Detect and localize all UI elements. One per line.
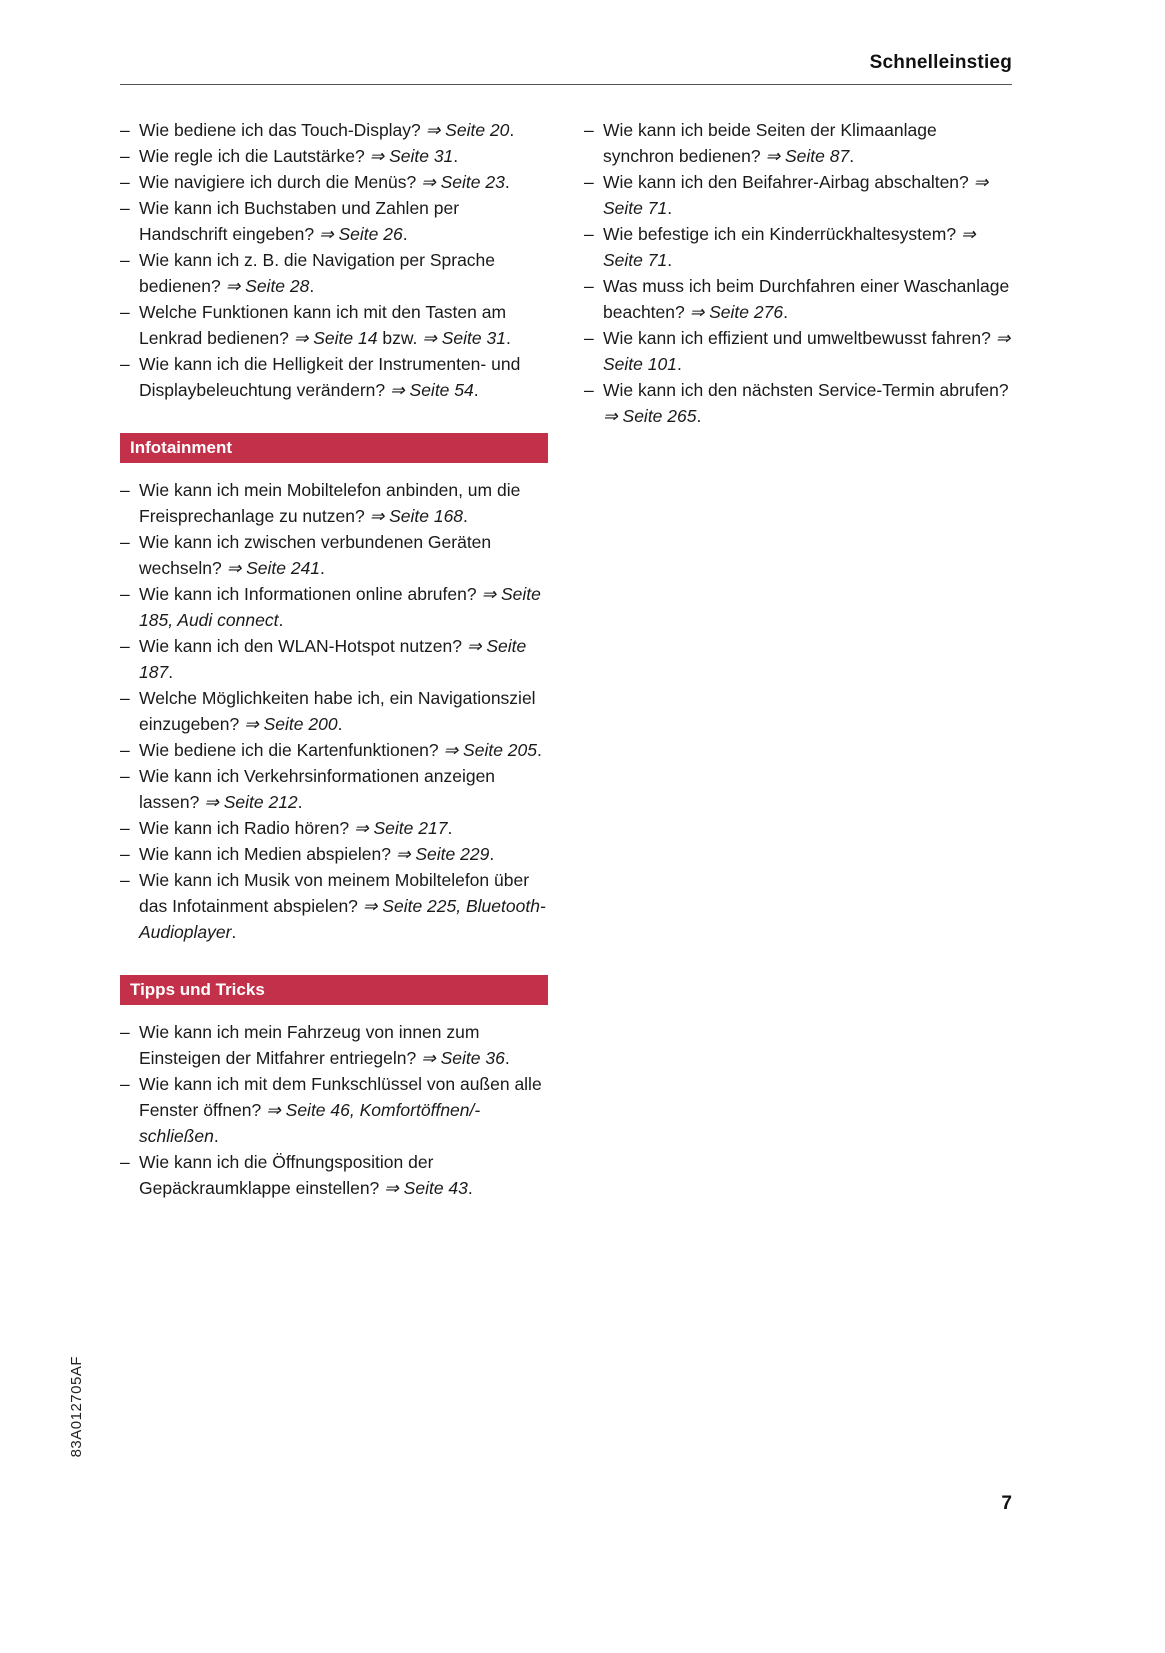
list-item <box>120 143 548 169</box>
header-divider <box>120 84 1012 85</box>
list-item <box>120 841 548 867</box>
section-heading: Tipps und Tricks <box>120 975 548 1005</box>
section-heading: Infotainment <box>120 433 548 463</box>
question-text: Wie kann ich Buchstaben und Zahlen per Handschrift eingeben? <box>139 198 460 244</box>
page-reference: ⇒ Seite 23 <box>421 172 505 192</box>
page-reference: ⇒ Seite 225, Bluetooth-Audioplayer <box>139 896 546 942</box>
list-item <box>120 247 548 299</box>
list-item <box>120 477 548 529</box>
question-text: Wie kann ich den nächsten Service-Termin abrufen? <box>603 380 1009 400</box>
question-text: Wie bediene ich das Touch-Display? <box>139 120 426 140</box>
question-text: Wie kann ich die Helligkeit der Instrumenten- und Displaybeleuchtung verändern? <box>139 354 521 400</box>
page-reference: ⇒ Seite 205 <box>443 740 537 760</box>
page-header <box>120 0 1012 85</box>
list-item <box>584 221 1012 273</box>
page-number: 7 <box>1001 1493 1012 1514</box>
question-text: Wie kann ich effizient und umweltbewusst fahren? <box>603 328 996 348</box>
question-text: Wie kann ich mein Mobiltelefon anbinden, um die Freisprechanlage zu nutzen? <box>139 480 521 526</box>
document-code: 83A012705AF <box>68 1355 85 1457</box>
right-column <box>584 117 1012 429</box>
question-text: . <box>168 662 174 682</box>
question-text: . <box>783 302 788 322</box>
page-reference: ⇒ Seite 71 <box>603 224 976 270</box>
question-text: Wie regle ich die Lautstärke? <box>139 146 370 166</box>
question-text: . <box>309 276 315 296</box>
question-text: Wie kann ich zwischen verbundenen Geräten wechseln? <box>139 532 492 578</box>
page-reference: ⇒ Seite 31 <box>422 328 506 348</box>
list-item <box>120 1071 548 1149</box>
question-text: . <box>278 610 284 630</box>
question-text: Welche Funktionen kann ich mit den Tasten am Lenkrad bedienen? <box>139 302 507 348</box>
list-item <box>120 529 548 581</box>
question-text: . <box>453 146 459 166</box>
question-text: . <box>463 506 468 526</box>
page-reference: ⇒ Seite 229 <box>395 844 490 864</box>
question-text: . <box>509 120 515 140</box>
list-item <box>584 377 1012 429</box>
list-item <box>120 867 548 945</box>
question-text: . <box>849 146 855 166</box>
page-reference: ⇒ Seite 43 <box>384 1178 468 1198</box>
question-text: Wie kann ich Verkehrsinformationen anzeigen lassen? <box>139 766 496 812</box>
list-item <box>584 325 1012 377</box>
question-text: . <box>696 406 702 426</box>
page-reference: ⇒ Seite 31 <box>369 146 454 166</box>
page-reference: ⇒ Seite 26 <box>318 224 403 244</box>
page-reference: ⇒ Seite 241 <box>226 558 321 578</box>
question-text: Wie kann ich Informationen online abrufen? <box>139 584 482 604</box>
question-text: Wie kann ich den WLAN-Hotspot nutzen? <box>139 636 467 656</box>
page-reference: ⇒ Seite 212 <box>204 792 298 812</box>
list-item <box>120 633 548 685</box>
question-text: Wie navigiere ich durch die Menüs? <box>139 172 422 192</box>
list-item <box>120 351 548 403</box>
page-reference: ⇒ Seite 71 <box>603 172 989 218</box>
question-text: Wie bediene ich die Kartenfunktionen? <box>139 740 444 760</box>
question-text: . <box>504 172 510 192</box>
question-text: Wie kann ich mit dem Funkschlüssel von außen alle Fenster öffnen? <box>139 1074 542 1120</box>
page-reference: ⇒ Seite 20 <box>425 120 510 140</box>
question-text: . <box>320 558 325 578</box>
page-reference: ⇒ Seite 185, Audi connect <box>139 584 541 630</box>
question-text: . <box>505 328 511 348</box>
page-reference: ⇒ Seite 14 <box>293 328 378 348</box>
question-list <box>120 477 548 945</box>
list-item <box>120 169 548 195</box>
left-column <box>120 117 548 1201</box>
list-item <box>120 581 548 633</box>
question-text: . <box>489 844 495 864</box>
question-list <box>120 117 548 403</box>
content-columns <box>120 117 1012 1201</box>
question-text: . <box>337 714 343 734</box>
content-area <box>120 0 1012 1201</box>
question-text: . <box>504 1048 510 1068</box>
page-reference: ⇒ Seite 101 <box>603 328 1011 374</box>
question-text: . <box>676 354 682 374</box>
page-reference: ⇒ Seite 168 <box>369 506 464 526</box>
list-item <box>120 117 548 143</box>
page-reference: ⇒ Seite 46, Komfortöffnen/-schließen <box>139 1100 481 1146</box>
list-item <box>120 195 548 247</box>
question-text: Wie befestige ich ein Kinderrückhaltesystem? <box>603 224 961 244</box>
page-reference: ⇒ Seite 265 <box>603 406 697 426</box>
question-text: . <box>667 250 673 270</box>
list-item <box>584 169 1012 221</box>
question-text: . <box>667 198 673 218</box>
question-text: Wie kann ich beide Seiten der Klimaanlage synchron bedienen? <box>603 120 937 166</box>
page-header-title: Schnelleinstieg <box>869 52 1012 73</box>
list-item <box>120 1149 548 1201</box>
question-list <box>584 117 1012 429</box>
question-list <box>120 1019 548 1201</box>
list-item <box>120 1019 548 1071</box>
page-reference: ⇒ Seite 187 <box>139 636 527 682</box>
question-text: . <box>402 224 408 244</box>
page-reference: ⇒ Seite 28 <box>225 276 310 296</box>
question-text: Wie kann ich mein Fahrzeug von innen zum Einsteigen der Mitfahrer entriegeln? <box>139 1022 480 1068</box>
question-text: Wie kann ich Medien abspielen? <box>139 844 396 864</box>
page-reference: ⇒ Seite 54 <box>390 380 474 400</box>
page-reference: ⇒ Seite 36 <box>421 1048 505 1068</box>
question-text: . <box>297 792 303 812</box>
question-text: . <box>213 1126 219 1146</box>
question-text: Wie kann ich z. B. die Navigation per Sprache bedienen? <box>139 250 496 296</box>
list-item <box>120 815 548 841</box>
question-text: Wie kann ich die Öffnungsposition der Gepäckraumklappe einstellen? <box>139 1152 434 1198</box>
question-text: Wie kann ich Radio hören? <box>139 818 354 838</box>
question-text: Was muss ich beim Durchfahren einer Waschanlage beachten? <box>603 276 1010 322</box>
question-text: Welche Möglichkeiten habe ich, ein Navigationsziel einzugeben? <box>139 688 536 734</box>
page-reference: ⇒ Seite 276 <box>689 302 784 322</box>
question-text: bzw. <box>377 328 423 348</box>
page-reference: ⇒ Seite 200 <box>244 714 338 734</box>
page-reference: ⇒ Seite 87 <box>765 146 850 166</box>
question-text: Wie kann ich den Beifahrer-Airbag abschalten? <box>603 172 974 192</box>
question-text: . <box>537 740 542 760</box>
question-text: Wie kann ich Musik von meinem Mobiltelefon über das Infotainment abspielen? <box>139 870 530 916</box>
list-item <box>584 273 1012 325</box>
list-item <box>120 737 548 763</box>
question-text: . <box>467 1178 473 1198</box>
question-text: . <box>473 380 479 400</box>
list-item <box>584 117 1012 169</box>
question-text: . <box>231 922 237 942</box>
list-item <box>120 685 548 737</box>
list-item <box>120 299 548 351</box>
question-text: . <box>447 818 453 838</box>
page-reference: ⇒ Seite 217 <box>353 818 448 838</box>
list-item <box>120 763 548 815</box>
